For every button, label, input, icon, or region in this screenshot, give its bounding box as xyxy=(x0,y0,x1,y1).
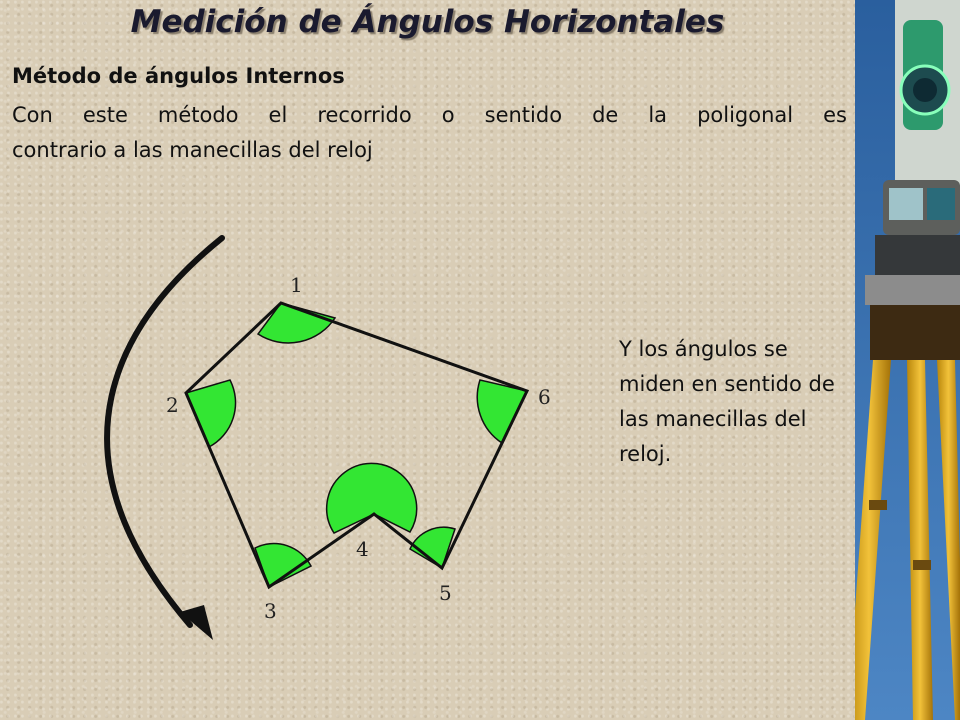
vertex-label-4: 4 xyxy=(356,537,369,561)
vertex-label-1: 1 xyxy=(290,273,303,297)
vertex-label-6: 6 xyxy=(538,385,551,409)
vertex-label-5: 5 xyxy=(439,581,452,605)
paragraph-line-2: contrario a las manecillas del reloj xyxy=(12,138,373,162)
slide-title: Medición de Ángulos Horizontales xyxy=(130,4,725,40)
paragraph-line-1: Con este método el recorrido o sentido de la poligonal es xyxy=(12,103,847,127)
angle-note: Y los ángulos se miden en sentido de las manecillas del reloj. xyxy=(619,337,835,466)
vertex-label-3: 3 xyxy=(264,599,277,623)
method-subtitle: Método de ángulos Internos xyxy=(12,64,345,88)
angle-wedge-4 xyxy=(327,463,417,533)
vertex-label-2: 2 xyxy=(166,393,179,417)
total-station-icon xyxy=(855,0,960,720)
